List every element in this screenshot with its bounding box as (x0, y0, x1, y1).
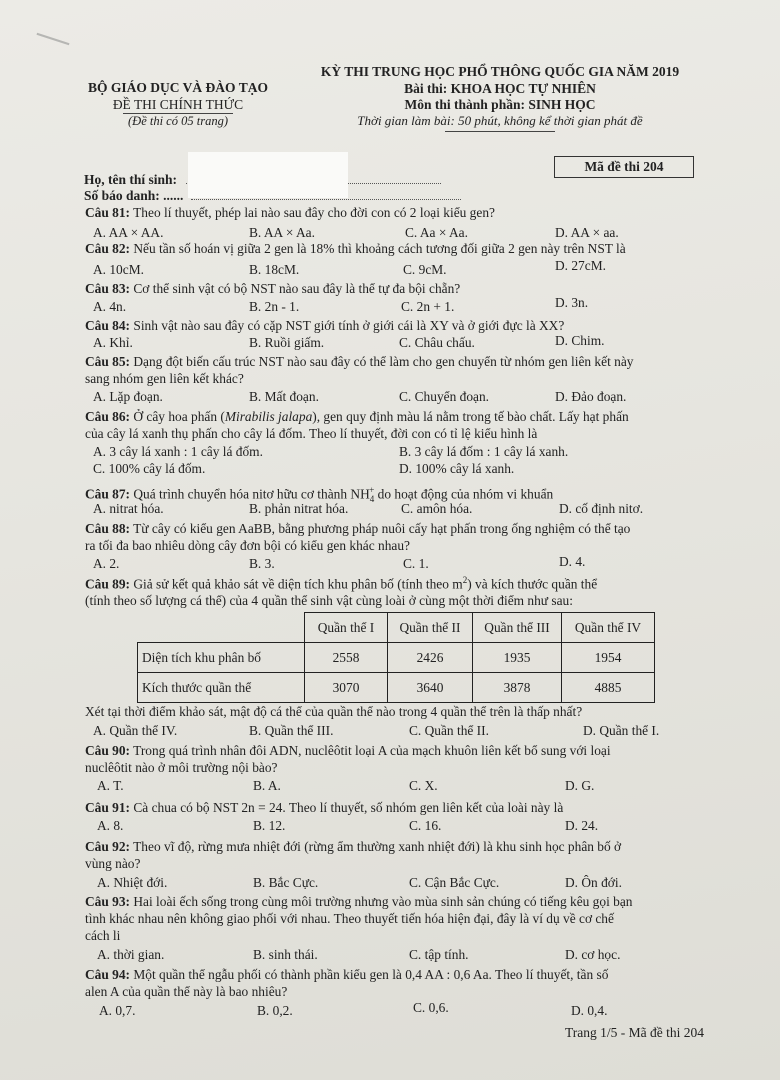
option-d: D. 4. (559, 554, 586, 569)
option-d: D. 3n. (555, 295, 589, 310)
option-b: B. Bắc Cực. (253, 875, 319, 890)
option-a: A. 10cM. (93, 262, 144, 277)
question-text: Theo lí thuyết, phép lai nào sau đây cho đời con có 2 loại kiểu gen? (133, 205, 495, 220)
option-c: C. 1. (403, 556, 429, 571)
option-b: B. 2n - 1. (249, 299, 300, 314)
option-a: A. 4n. (93, 299, 127, 314)
option-a: A. thời gian. (97, 947, 165, 962)
option-a: A. Quần thể IV. (93, 723, 178, 738)
question-text: Ở cây hoa phấn ( (133, 409, 225, 424)
table-cell: 1954 (562, 643, 655, 673)
option-d: D. AA × aa. (555, 225, 619, 240)
option-a: A. Nhiệt đới. (97, 875, 168, 890)
redaction-box (188, 152, 348, 198)
option-c: C. amôn hóa. (401, 501, 473, 516)
question-text-line2: nuclêôtit nào ở môi trường nội bào? (85, 760, 278, 775)
option-c: C. Quần thể II. (409, 723, 489, 738)
pencil-mark (37, 33, 70, 45)
question-83 (85, 280, 705, 314)
question-text-cont: do hoạt động của nhóm vi khuẩn (374, 486, 554, 502)
question-number: Câu 88: (85, 521, 131, 536)
question-number: Câu 83: (85, 281, 131, 296)
question-84 (85, 317, 705, 350)
formula-superscript: + (369, 485, 375, 495)
table-header: Quần thể I (305, 613, 388, 643)
table-header: Quần thể III (473, 613, 562, 643)
table-cell: 4885 (562, 673, 655, 703)
question-89-followup (85, 703, 705, 738)
component-title: Môn thi thành phần: SINH HỌC (404, 97, 596, 112)
question-text-line2: của cây lá xanh thụ phấn cho cây lá đốm. Theo lí thuyết, đời con có tỉ lệ kiểu hình là (85, 426, 538, 441)
option-b: B. A. (253, 778, 281, 793)
option-d: D. Ôn đới. (565, 875, 622, 890)
option-b: B. Mất đoạn. (249, 389, 319, 404)
option-a: A. AA × AA. (93, 225, 164, 240)
subject-title: Bài thi: KHOA HỌC TỰ NHIÊN (404, 81, 596, 96)
header-left (78, 80, 278, 129)
option-a: A. 2. (93, 556, 120, 571)
question-82 (85, 240, 705, 277)
question-number: Câu 94: (85, 967, 131, 982)
question-81 (85, 204, 705, 240)
time-limit: Thời gian làm bài: 50 phút, không kể thời gian phát đề (357, 113, 643, 128)
option-a: A. nitrat hóa. (93, 501, 164, 516)
question-93 (85, 893, 705, 962)
option-b: B. Ruồi giấm. (249, 335, 325, 350)
option-a: A. 8. (97, 818, 124, 833)
question-text-cont: ) và kích thước quần thể (467, 576, 598, 592)
option-d: D. G. (565, 778, 595, 793)
option-d: D. Chim. (555, 333, 605, 348)
option-c: C. X. (409, 778, 438, 793)
option-b: B. 12. (253, 818, 286, 833)
option-c: C. 9cM. (403, 262, 447, 277)
question-text-cont: ), gen quy định màu lá nằm trong tế bào chất. Lấy hạt phấn (312, 409, 629, 424)
question-number: Câu 86: (85, 409, 131, 424)
ministry-name: BỘ GIÁO DỤC VÀ ĐÀO TẠO (88, 80, 268, 95)
table-cell: 3640 (388, 673, 473, 703)
population-table (137, 612, 655, 703)
header-rule-right (445, 131, 555, 132)
option-c: C. 0,6. (413, 1000, 449, 1015)
question-87 (85, 482, 705, 516)
question-text: Giả sử kết quả khảo sát về diện tích khu phân bố (tính theo m (133, 576, 463, 592)
question-text: Cà chua có bộ NST 2n = 24. Theo lí thuyết, số nhóm gen liên kết của loài này là (133, 800, 564, 815)
table-cell: 2558 (305, 643, 388, 673)
question-text-line2: tình khác nhau nên không giao phối với nhau. Theo thuyết tiến hóa hiện đại, đây là ví dụ về cơ chế (85, 911, 614, 926)
option-a: A. 0,7. (99, 1003, 136, 1018)
question-88 (85, 520, 705, 571)
table-header: Quần thể IV (562, 613, 655, 643)
question-number: Câu 82: (85, 241, 131, 256)
table-header-row (138, 613, 655, 643)
formula-subscript: 4 (369, 494, 375, 505)
option-d: D. 27cM. (555, 258, 606, 273)
option-d: D. 100% cây lá xanh. (399, 461, 515, 476)
question-86 (85, 408, 705, 476)
option-d: D. 24. (565, 818, 599, 833)
question-text-line2: ra tối đa bao nhiêu dòng cây đơn bội có kiểu gen khác nhau? (85, 538, 411, 553)
unit-superscript: 2 (462, 575, 468, 585)
option-b: B. 3. (249, 556, 275, 571)
question-92 (85, 838, 705, 890)
question-text: Từ cây có kiểu gen AaBB, bằng phương pháp nuôi cấy hạt phấn trong ống nghiệm có thể tạo (133, 521, 631, 536)
option-b: B. 0,2. (257, 1003, 293, 1018)
table-header: Quần thể II (388, 613, 473, 643)
option-c: C. 2n + 1. (401, 299, 455, 314)
option-d: D. 0,4. (571, 1003, 608, 1018)
option-c: C. 100% cây lá đốm. (93, 461, 206, 476)
table-corner (138, 613, 305, 643)
option-a: A. 3 cây lá xanh : 1 cây lá đốm. (93, 444, 263, 459)
question-text: Một quần thể ngẫu phối có thành phần kiểu gen là 0,4 AA : 0,6 Aa. Theo lí thuyết, tần số (133, 967, 609, 982)
official-label: ĐỀ THI CHÍNH THỨC (112, 97, 244, 112)
question-text-line2: vùng nào? (85, 856, 141, 871)
option-d: D. cố định nitơ. (559, 501, 644, 516)
option-c: C. Châu chấu. (399, 335, 475, 350)
question-text-line3: cách li (85, 928, 121, 943)
question-90 (85, 742, 705, 793)
table-cell: 3878 (473, 673, 562, 703)
option-a: A. Lặp đoạn. (93, 389, 163, 404)
question-number: Câu 91: (85, 800, 131, 815)
option-b: B. Quần thể III. (249, 723, 334, 738)
row-label: Diện tích khu phân bố (138, 643, 305, 673)
option-c: C. tập tính. (409, 947, 469, 962)
question-number: Câu 92: (85, 839, 131, 854)
question-number: Câu 87: (85, 486, 131, 502)
question-text: Cơ thể sinh vật có bộ NST nào sau đây là thể tự đa bội chẵn? (133, 281, 461, 296)
option-b: B. AA × Aa. (249, 225, 315, 240)
question-text: Theo vĩ độ, rừng mưa nhiệt đới (rừng ẩm thường xanh nhiệt đới) là khu sinh học phân bố ở (133, 839, 622, 854)
table-row (138, 673, 655, 703)
option-a: A. Khỉ. (93, 335, 133, 350)
header-right (300, 64, 700, 132)
table-row (138, 643, 655, 673)
question-89 (85, 572, 705, 609)
question-text: Dạng đột biến cấu trúc NST nào sau đây có thể làm cho gen chuyển từ nhóm gen liên kết này (133, 354, 634, 369)
question-text-line2: alen A của quần thể này là bao nhiêu? (85, 984, 288, 999)
question-number: Câu 90: (85, 743, 131, 758)
option-b: B. 3 cây lá đốm : 1 cây lá xanh. (399, 444, 569, 459)
question-text-line2: sang nhóm gen liên kết khác? (85, 371, 244, 386)
option-c: C. Cận Bắc Cực. (409, 875, 500, 890)
candidate-number-label: Số báo danh: ...... (84, 188, 184, 203)
question-text: Sinh vật nào sau đây có cặp NST giới tính ở giới cái là XY và ở giới đực là XX? (133, 318, 565, 333)
page-footer: Trang 1/5 - Mã đề thi 204 (565, 1025, 704, 1040)
option-c: C. Aa × Aa. (405, 225, 468, 240)
candidate-name-label: Họ, tên thí sinh: (84, 172, 178, 187)
exam-title: KỲ THI TRUNG HỌC PHỔ THÔNG QUỐC GIA NĂM 2019 (320, 64, 680, 79)
question-text: Trong quá trình nhân đôi ADN, nuclêôtit loại A của mạch khuôn liên kết bổ sung với loại (133, 743, 611, 758)
question-number: Câu 93: (85, 894, 131, 909)
row-label: Kích thước quần thể (138, 673, 305, 703)
question-94 (85, 966, 705, 1018)
question-number: Câu 81: (85, 205, 131, 220)
species-name: Mirabilis jalapa (224, 409, 313, 424)
option-d: D. Đảo đoạn. (555, 389, 627, 404)
table-cell: 2426 (388, 643, 473, 673)
question-number: Câu 84: (85, 318, 131, 333)
question-number: Câu 85: (85, 354, 131, 369)
table-cell: 3070 (305, 673, 388, 703)
option-b: B. 18cM. (249, 262, 300, 277)
page-count: (Đề thi có 05 trang) (128, 114, 228, 128)
option-b: B. sinh thái. (253, 947, 318, 962)
option-a: A. T. (97, 778, 124, 793)
question-text: Nếu tần số hoán vị giữa 2 gen là 18% thì khoảng cách tương đối giữa 2 gen này trên NST là (133, 241, 626, 256)
question-text: Hai loài ếch sống trong cùng môi trường nhưng vào mùa sinh sản chúng có tiếng kêu gọi bạn (133, 894, 633, 909)
option-d: D. cơ học. (565, 947, 621, 962)
option-c: C. 16. (409, 818, 442, 833)
exam-code-box: Mã đề thi 204 (554, 156, 694, 178)
question-91 (85, 799, 705, 833)
question-number: Câu 89: (85, 576, 131, 592)
question-text-line3: Xét tại thời điểm khảo sát, mật độ cá thể của quần thể nào trong 4 quần thể trên là thấp nhất? (85, 704, 583, 719)
question-text: Quá trình chuyển hóa nitơ hữu cơ thành NH (133, 486, 370, 502)
option-b: B. phản nitrat hóa. (249, 501, 349, 516)
question-85 (85, 353, 705, 404)
option-d: D. Quần thể I. (583, 723, 660, 738)
option-c: C. Chuyển đoạn. (399, 389, 490, 404)
question-text-line2: (tính theo số lượng cá thể) của 4 quần thể sinh vật cùng loài ở cùng một thời điểm như sau: (85, 593, 573, 609)
table-cell: 1935 (473, 643, 562, 673)
